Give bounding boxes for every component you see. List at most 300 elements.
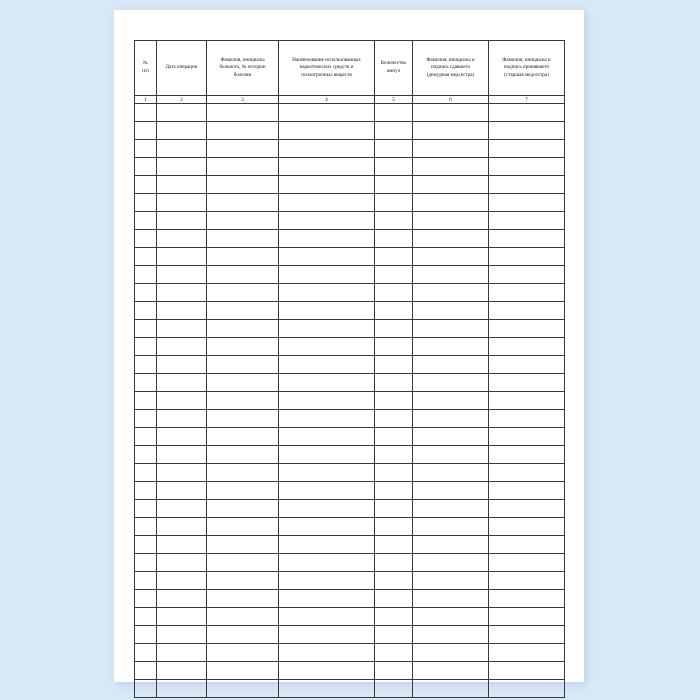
table-cell[interactable] — [135, 158, 157, 176]
table-cell[interactable] — [135, 662, 157, 680]
header-line: подпись принявшего — [503, 64, 550, 71]
table-row[interactable] — [135, 374, 565, 392]
table-cell[interactable] — [489, 428, 565, 446]
table-cell[interactable] — [413, 230, 489, 248]
header-line: Фамилия, инициалы — [220, 56, 265, 63]
table-row[interactable] — [135, 176, 565, 194]
table-cell[interactable] — [489, 662, 565, 680]
table-cell[interactable] — [157, 194, 207, 212]
table-cell[interactable] — [157, 662, 207, 680]
table-cell[interactable] — [375, 590, 413, 608]
table-cell[interactable] — [375, 644, 413, 662]
table-cell[interactable] — [489, 680, 565, 698]
table-cell[interactable] — [489, 284, 565, 302]
header-line: Фамилия, инициалы и — [502, 56, 551, 63]
column-header-operation-date — [157, 41, 207, 96]
table-cell[interactable] — [279, 338, 375, 356]
table-cell[interactable] — [279, 320, 375, 338]
column-number: 5 — [375, 96, 413, 104]
table-row[interactable] — [135, 410, 565, 428]
header-line: Наименование использованных — [292, 56, 361, 63]
column-number: 3 — [207, 96, 279, 104]
table-cell[interactable] — [157, 680, 207, 698]
table-cell[interactable] — [413, 680, 489, 698]
table-cell[interactable] — [279, 248, 375, 266]
header-line: (дежурная медсестра) — [426, 71, 475, 78]
table-cell[interactable] — [207, 608, 279, 626]
table-row[interactable] — [135, 518, 565, 536]
table-cell[interactable] — [279, 302, 375, 320]
column-header-substance-name — [279, 41, 375, 96]
table-cell[interactable] — [157, 500, 207, 518]
table-cell[interactable] — [157, 536, 207, 554]
table-cell[interactable] — [279, 140, 375, 158]
table-cell[interactable] — [375, 248, 413, 266]
table-cell[interactable] — [489, 266, 565, 284]
table-cell[interactable] — [157, 248, 207, 266]
table-cell[interactable] — [207, 392, 279, 410]
table-cell[interactable] — [157, 446, 207, 464]
table-cell[interactable] — [157, 554, 207, 572]
table-cell[interactable] — [135, 536, 157, 554]
column-header-receiver — [489, 41, 565, 96]
header-line: Дата операции — [165, 64, 198, 71]
column-number: 4 — [279, 96, 375, 104]
table-cell[interactable] — [279, 446, 375, 464]
table-cell[interactable] — [489, 500, 565, 518]
table-cell[interactable] — [413, 464, 489, 482]
table-cell[interactable] — [157, 464, 207, 482]
table-cell[interactable] — [375, 194, 413, 212]
table-cell[interactable] — [413, 536, 489, 554]
table-body — [135, 104, 565, 698]
table-row[interactable] — [135, 626, 565, 644]
table-cell[interactable] — [135, 266, 157, 284]
table-cell[interactable] — [489, 644, 565, 662]
table-row[interactable] — [135, 554, 565, 572]
table-cell[interactable] — [207, 212, 279, 230]
table-cell[interactable] — [279, 266, 375, 284]
table-row[interactable] — [135, 536, 565, 554]
table-cell[interactable] — [375, 554, 413, 572]
table-cell[interactable] — [375, 572, 413, 590]
table-cell[interactable] — [207, 338, 279, 356]
table-cell[interactable] — [413, 212, 489, 230]
table-cell[interactable] — [157, 230, 207, 248]
table-row[interactable] — [135, 356, 565, 374]
table-cell[interactable] — [157, 104, 207, 122]
table-cell[interactable] — [375, 428, 413, 446]
table-cell[interactable] — [157, 644, 207, 662]
column-number: 6 — [413, 96, 489, 104]
table-cell[interactable] — [375, 608, 413, 626]
table-cell[interactable] — [157, 122, 207, 140]
table-cell[interactable] — [207, 428, 279, 446]
table-cell[interactable] — [489, 518, 565, 536]
table-cell[interactable] — [207, 230, 279, 248]
table-cell[interactable] — [157, 572, 207, 590]
table-cell[interactable] — [489, 572, 565, 590]
header-line: Фамилия, инициалы и — [426, 56, 475, 63]
table-cell[interactable] — [413, 500, 489, 518]
table-cell[interactable] — [157, 302, 207, 320]
table-cell[interactable] — [489, 158, 565, 176]
table-cell[interactable] — [279, 374, 375, 392]
table-cell[interactable] — [375, 356, 413, 374]
table-cell[interactable] — [279, 680, 375, 698]
table-cell[interactable] — [489, 338, 565, 356]
table-cell[interactable] — [157, 176, 207, 194]
table-cell[interactable] — [135, 320, 157, 338]
table-cell[interactable] — [413, 194, 489, 212]
table-cell[interactable] — [279, 176, 375, 194]
table-cell[interactable] — [135, 374, 157, 392]
table-cell[interactable] — [413, 104, 489, 122]
table-cell[interactable] — [375, 122, 413, 140]
table-row[interactable] — [135, 482, 565, 500]
table-cell[interactable] — [489, 392, 565, 410]
table-cell[interactable] — [207, 320, 279, 338]
table-cell[interactable] — [413, 410, 489, 428]
table-row[interactable] — [135, 446, 565, 464]
table-cell[interactable] — [375, 662, 413, 680]
table-cell[interactable] — [413, 122, 489, 140]
table-cell[interactable] — [135, 590, 157, 608]
table-cell[interactable] — [207, 590, 279, 608]
table-cell[interactable] — [207, 554, 279, 572]
table-cell[interactable] — [279, 122, 375, 140]
table-cell[interactable] — [413, 518, 489, 536]
table-cell[interactable] — [413, 158, 489, 176]
table-cell[interactable] — [375, 302, 413, 320]
journal-table — [134, 40, 565, 698]
table-row[interactable] — [135, 662, 565, 680]
table-cell[interactable] — [489, 446, 565, 464]
table-cell[interactable] — [135, 410, 157, 428]
table-cell[interactable] — [135, 176, 157, 194]
table-row[interactable] — [135, 230, 565, 248]
table-row[interactable] — [135, 572, 565, 590]
table-cell[interactable] — [375, 680, 413, 698]
table-cell[interactable] — [375, 374, 413, 392]
table-cell[interactable] — [207, 374, 279, 392]
table-cell[interactable] — [207, 536, 279, 554]
table-cell[interactable] — [489, 248, 565, 266]
table-row[interactable] — [135, 140, 565, 158]
table-cell[interactable] — [207, 194, 279, 212]
table-row[interactable] — [135, 266, 565, 284]
table-cell[interactable] — [413, 428, 489, 446]
table-cell[interactable] — [489, 554, 565, 572]
table-row[interactable] — [135, 464, 565, 482]
table-cell[interactable] — [207, 122, 279, 140]
table-cell[interactable] — [413, 572, 489, 590]
table-row[interactable] — [135, 428, 565, 446]
table-cell[interactable] — [413, 446, 489, 464]
table-cell[interactable] — [207, 158, 279, 176]
table-cell[interactable] — [489, 626, 565, 644]
table-cell[interactable] — [279, 392, 375, 410]
table-cell[interactable] — [489, 122, 565, 140]
table-cell[interactable] — [157, 338, 207, 356]
table-cell[interactable] — [375, 176, 413, 194]
table-cell[interactable] — [413, 284, 489, 302]
table-cell[interactable] — [279, 608, 375, 626]
table-cell[interactable] — [207, 482, 279, 500]
table-cell[interactable] — [207, 266, 279, 284]
table-cell[interactable] — [279, 428, 375, 446]
table-container — [134, 40, 564, 698]
header-line: болезни — [233, 71, 252, 78]
table-cell[interactable] — [489, 194, 565, 212]
table-cell[interactable] — [135, 302, 157, 320]
table-cell[interactable] — [135, 518, 157, 536]
table-cell[interactable] — [279, 590, 375, 608]
table-row[interactable] — [135, 320, 565, 338]
table-cell[interactable] — [157, 158, 207, 176]
table-cell[interactable] — [279, 482, 375, 500]
table-cell[interactable] — [413, 626, 489, 644]
table-cell[interactable] — [135, 338, 157, 356]
table-cell[interactable] — [207, 572, 279, 590]
table-cell[interactable] — [135, 104, 157, 122]
table-cell[interactable] — [279, 194, 375, 212]
table-cell[interactable] — [135, 122, 157, 140]
document-page — [114, 10, 584, 682]
column-header-number — [135, 41, 157, 96]
table-cell[interactable] — [375, 446, 413, 464]
column-header-patient — [207, 41, 279, 96]
table-cell[interactable] — [157, 410, 207, 428]
table-cell[interactable] — [375, 410, 413, 428]
table-cell[interactable] — [135, 194, 157, 212]
table-cell[interactable] — [489, 212, 565, 230]
header-line: (старшая медсестра) — [504, 71, 549, 78]
table-cell[interactable] — [489, 590, 565, 608]
table-cell[interactable] — [279, 284, 375, 302]
table-cell[interactable] — [413, 248, 489, 266]
table-cell[interactable] — [279, 356, 375, 374]
table-cell[interactable] — [489, 608, 565, 626]
table-cell[interactable] — [375, 626, 413, 644]
column-number: 1 — [135, 96, 157, 104]
table-row[interactable] — [135, 644, 565, 662]
table-cell[interactable] — [279, 158, 375, 176]
table-cell[interactable] — [279, 644, 375, 662]
header-line: Количество — [380, 60, 407, 67]
table-row[interactable] — [135, 284, 565, 302]
table-cell[interactable] — [135, 644, 157, 662]
table-cell[interactable] — [413, 590, 489, 608]
table-cell[interactable] — [135, 446, 157, 464]
table-cell[interactable] — [135, 356, 157, 374]
table-cell[interactable] — [375, 518, 413, 536]
column-header-handover — [413, 41, 489, 96]
table-cell[interactable] — [413, 644, 489, 662]
table-cell[interactable] — [489, 464, 565, 482]
table-cell[interactable] — [135, 464, 157, 482]
table-cell[interactable] — [157, 374, 207, 392]
table-cell[interactable] — [489, 104, 565, 122]
table-cell[interactable] — [413, 338, 489, 356]
table-row[interactable] — [135, 500, 565, 518]
column-number: 7 — [489, 96, 565, 104]
table-cell[interactable] — [413, 176, 489, 194]
table-cell[interactable] — [207, 662, 279, 680]
table-cell[interactable] — [157, 356, 207, 374]
table-cell[interactable] — [207, 464, 279, 482]
table-cell[interactable] — [279, 212, 375, 230]
table-cell[interactable] — [207, 644, 279, 662]
table-cell[interactable] — [375, 212, 413, 230]
table-cell[interactable] — [279, 518, 375, 536]
table-cell[interactable] — [135, 572, 157, 590]
table-cell[interactable] — [207, 302, 279, 320]
table-cell[interactable] — [135, 230, 157, 248]
table-cell[interactable] — [375, 338, 413, 356]
table-cell[interactable] — [375, 536, 413, 554]
table-cell[interactable] — [135, 392, 157, 410]
table-cell[interactable] — [207, 500, 279, 518]
table-row[interactable] — [135, 104, 565, 122]
table-cell[interactable] — [489, 536, 565, 554]
table-row[interactable] — [135, 212, 565, 230]
table-cell[interactable] — [413, 554, 489, 572]
table-cell[interactable] — [489, 140, 565, 158]
column-number-row — [135, 96, 565, 104]
table-cell[interactable] — [207, 104, 279, 122]
table-cell[interactable] — [135, 680, 157, 698]
table-cell[interactable] — [157, 140, 207, 158]
table-cell[interactable] — [375, 140, 413, 158]
table-cell[interactable] — [375, 392, 413, 410]
table-cell[interactable] — [207, 518, 279, 536]
table-cell[interactable] — [135, 428, 157, 446]
table-cell[interactable] — [207, 680, 279, 698]
table-cell[interactable] — [135, 626, 157, 644]
table-cell[interactable] — [279, 410, 375, 428]
header-line: ампул — [386, 68, 401, 74]
table-cell[interactable] — [375, 230, 413, 248]
table-cell[interactable] — [279, 230, 375, 248]
table-cell[interactable] — [279, 662, 375, 680]
table-cell[interactable] — [207, 140, 279, 158]
table-cell[interactable] — [489, 320, 565, 338]
table-row[interactable] — [135, 590, 565, 608]
table-cell[interactable] — [413, 392, 489, 410]
table-cell[interactable] — [489, 176, 565, 194]
table-row[interactable] — [135, 158, 565, 176]
table-cell[interactable] — [413, 302, 489, 320]
table-cell[interactable] — [413, 662, 489, 680]
table-cell[interactable] — [135, 140, 157, 158]
table-cell[interactable] — [375, 104, 413, 122]
table-cell[interactable] — [413, 320, 489, 338]
table-cell[interactable] — [489, 302, 565, 320]
table-cell[interactable] — [135, 554, 157, 572]
header-line: наркотических средств и — [299, 64, 354, 71]
table-cell[interactable] — [157, 518, 207, 536]
table-cell[interactable] — [279, 500, 375, 518]
table-row[interactable] — [135, 338, 565, 356]
table-row[interactable] — [135, 248, 565, 266]
table-cell[interactable] — [375, 266, 413, 284]
table-cell[interactable] — [157, 626, 207, 644]
header-line: п/п — [142, 68, 149, 74]
table-row[interactable] — [135, 680, 565, 698]
table-cell[interactable] — [279, 536, 375, 554]
header-row — [135, 41, 565, 96]
table-cell[interactable] — [375, 464, 413, 482]
column-number: 2 — [157, 96, 207, 104]
table-cell[interactable] — [157, 266, 207, 284]
column-header-ampoule-count — [375, 41, 413, 96]
table-cell[interactable] — [207, 356, 279, 374]
table-cell[interactable] — [413, 356, 489, 374]
table-cell[interactable] — [135, 608, 157, 626]
table-cell[interactable] — [279, 104, 375, 122]
table-cell[interactable] — [375, 284, 413, 302]
table-cell[interactable] — [135, 284, 157, 302]
table-row[interactable] — [135, 392, 565, 410]
table-cell[interactable] — [413, 266, 489, 284]
table-cell[interactable] — [375, 500, 413, 518]
table-cell[interactable] — [157, 212, 207, 230]
table-cell[interactable] — [375, 320, 413, 338]
table-row[interactable] — [135, 302, 565, 320]
table-cell[interactable] — [489, 230, 565, 248]
table-cell[interactable] — [413, 140, 489, 158]
table-cell[interactable] — [207, 176, 279, 194]
table-cell[interactable] — [413, 482, 489, 500]
table-cell[interactable] — [135, 248, 157, 266]
table-cell[interactable] — [279, 572, 375, 590]
table-cell[interactable] — [413, 608, 489, 626]
table-cell[interactable] — [489, 356, 565, 374]
header-line: больного, № истории — [219, 64, 266, 71]
table-cell[interactable] — [375, 482, 413, 500]
table-cell[interactable] — [375, 158, 413, 176]
table-cell[interactable] — [279, 464, 375, 482]
table-cell[interactable] — [279, 626, 375, 644]
table-row[interactable] — [135, 122, 565, 140]
table-cell[interactable] — [135, 482, 157, 500]
table-row[interactable] — [135, 608, 565, 626]
table-cell[interactable] — [157, 608, 207, 626]
table-cell[interactable] — [489, 410, 565, 428]
table-cell[interactable] — [489, 482, 565, 500]
table-cell[interactable] — [413, 374, 489, 392]
table-cell[interactable] — [157, 482, 207, 500]
table-cell[interactable] — [157, 428, 207, 446]
table-cell[interactable] — [207, 626, 279, 644]
table-cell[interactable] — [157, 284, 207, 302]
table-cell[interactable] — [207, 446, 279, 464]
table-row[interactable] — [135, 194, 565, 212]
table-cell[interactable] — [157, 392, 207, 410]
table-cell[interactable] — [157, 320, 207, 338]
table-cell[interactable] — [157, 590, 207, 608]
table-cell[interactable] — [135, 212, 157, 230]
table-cell[interactable] — [207, 284, 279, 302]
header-line: подпись сдавшего — [430, 64, 471, 71]
table-cell[interactable] — [135, 500, 157, 518]
table-cell[interactable] — [207, 410, 279, 428]
table-cell[interactable] — [489, 374, 565, 392]
table-cell[interactable] — [279, 554, 375, 572]
header-line: № — [143, 60, 148, 67]
table-cell[interactable] — [207, 248, 279, 266]
